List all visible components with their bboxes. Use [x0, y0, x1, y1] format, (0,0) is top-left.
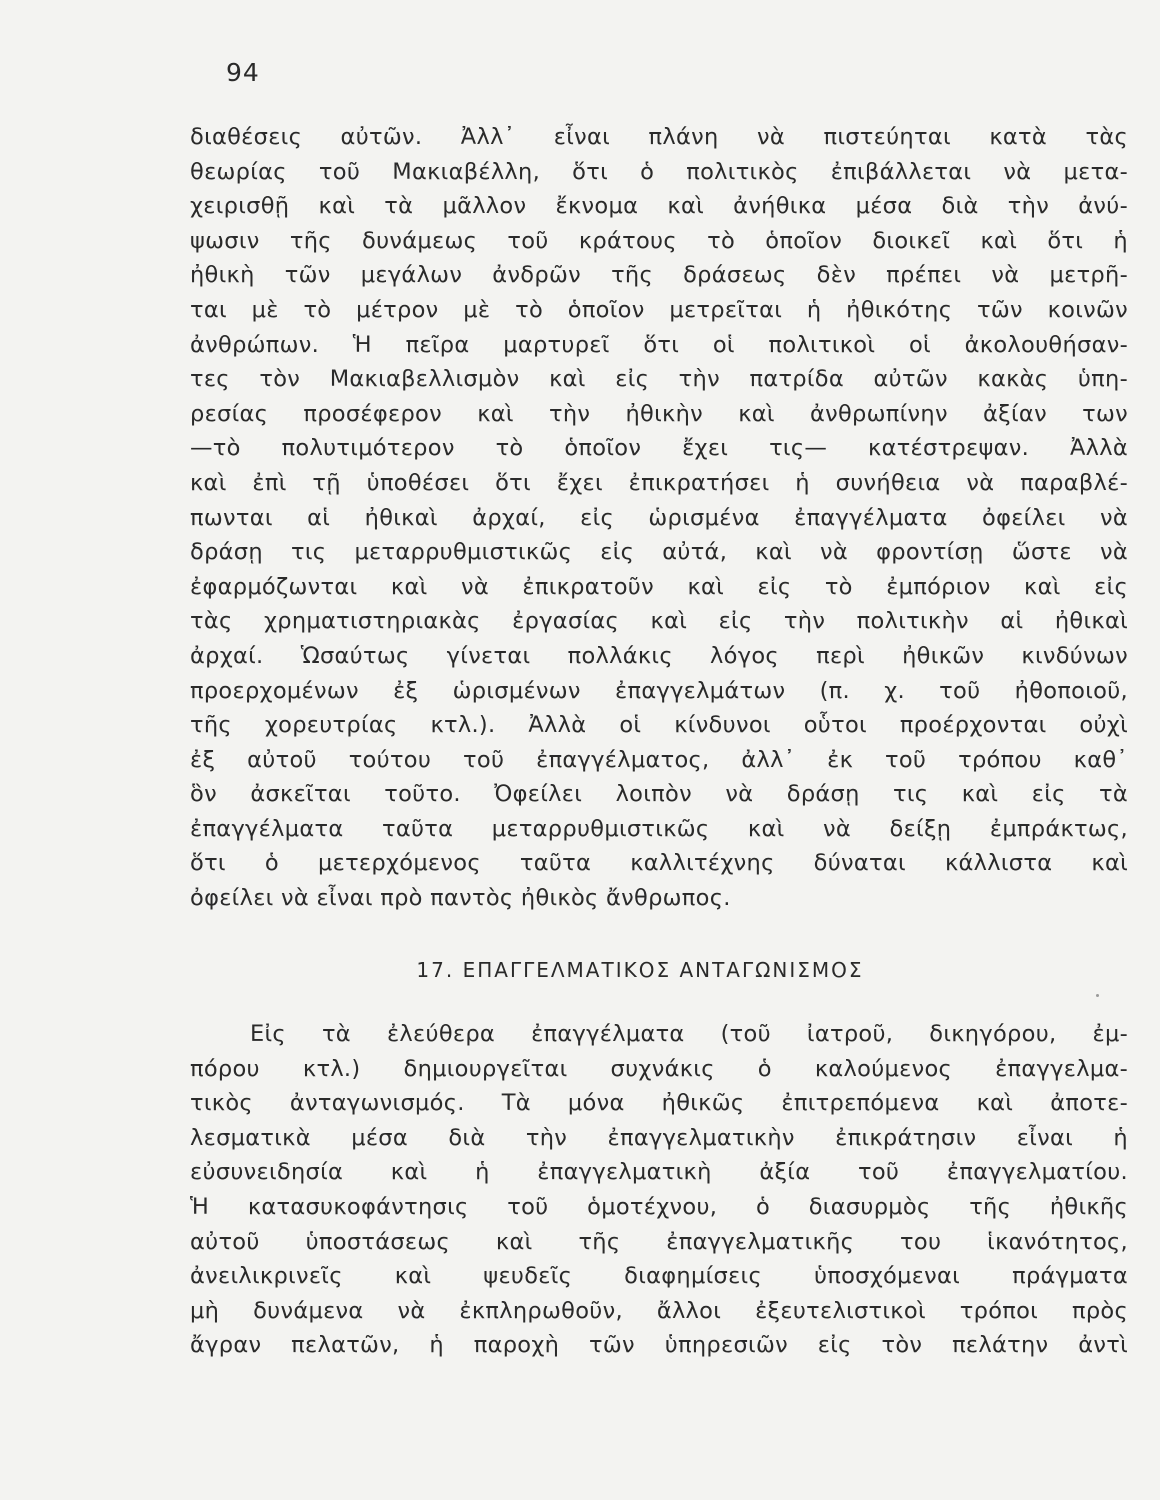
text-line: ὀφείλει νὰ εἶναι πρὸ παντὸς ἠθικὸς ἄνθρωπος. [190, 885, 731, 912]
text-line: ρεσίας προσέφερον καὶ τὴν ἠθικὴν καὶ ἀνθρωπίνην ἀξίαν των [190, 400, 1128, 427]
text-line: ὅτι ὁ μετερχόμενος ταῦτα καλλιτέχνης δύναται κάλλιστα καὶ [190, 850, 1128, 877]
text-line: ἄγραν πελατῶν, ἡ παροχὴ τῶν ὑπηρεσιῶν εἰς τὸν πελάτην ἀντὶ [190, 1332, 1128, 1359]
text-line: τῆς χορευτρίας κτλ.). Ἀλλὰ οἱ κίνδυνοι οὗτοι προέρχονται οὐχὶ [190, 712, 1128, 739]
section-heading: 17. ΕΠΑΓΓΕΛΜΑΤΙΚΟΣ ΑΝΤΑΓΩΝΙΣΜΟΣ [416, 958, 864, 982]
text-line: ὃν ἀσκεῖται τοῦτο. Ὀφείλει λοιπὸν νὰ δράσῃ τις καὶ εἰς τὰ [190, 781, 1128, 808]
text-line: πόρου κτλ.) δημιουργεῖται συχνάκις ὁ καλούμενος ἐπαγγελμα- [190, 1055, 1128, 1082]
text-line: ἐπαγγέλματα ταῦτα μεταρρυθμιστικῶς καὶ νὰ δείξῃ ἐμπράκτως, [190, 815, 1128, 842]
text-line: διαθέσεις αὐτῶν. Ἀλλ᾿ εἶναι πλάνη νὰ πιστεύηται κατὰ τὰς [190, 124, 1128, 150]
text-line: ἀνθρώπων. Ἡ πεῖρα μαρτυρεῖ ὅτι οἱ πολιτικοὶ οἱ ἀκολουθήσαν- [190, 331, 1128, 358]
text-line: ἐξ αὐτοῦ τούτου τοῦ ἐπαγγέλματος, ἀλλ᾿ ἐκ τοῦ τρόπου καθ᾿ [190, 746, 1128, 773]
page-number: 94 [226, 58, 260, 87]
text-line: τικὸς ἀνταγωνισμός. Τὰ μόνα ἠθικῶς ἐπιτρεπόμενα καὶ ἀποτε- [190, 1090, 1128, 1117]
text-line: ψωσιν τῆς δυνάμεως τοῦ κράτους τὸ ὁποῖον διοικεῖ καὶ ὅτι ἡ [190, 227, 1128, 254]
text-line: τες τὸν Μακιαβελλισμὸν καὶ εἰς τὴν πατρίδα αὐτῶν κακὰς ὑπη- [190, 366, 1128, 393]
text-line: χειρισθῇ καὶ τὰ μᾶλλον ἔκνομα καὶ ἀνήθικα μέσα διὰ τὴν ἀνύ- [190, 193, 1128, 220]
text-line: —τὸ πολυτιμότερον τὸ ὁποῖον ἔχει τις— κατέστρεψαν. Ἀλλὰ [190, 435, 1128, 462]
text-line: αὐτοῦ ὑποστάσεως καὶ τῆς ἐπαγγελματικῆς του ἱκανότητος, [190, 1228, 1128, 1255]
text-line: καὶ ἐπὶ τῇ ὑποθέσει ὅτι ἔχει ἐπικρατήσει ἡ συνήθεια νὰ παραβλέ- [190, 469, 1128, 496]
text-line: εὐσυνειδησία καὶ ἡ ἐπαγγελματικὴ ἀξία τοῦ ἐπαγγελματίου. [190, 1159, 1128, 1186]
print-speck [1096, 994, 1099, 997]
paragraph-1 [190, 120, 1128, 916]
text-line: ἐφαρμόζωνται καὶ νὰ ἐπικρατοῦν καὶ εἰς τὸ ἐμπόριον καὶ εἰς [190, 573, 1128, 600]
text-line: μὴ δυνάμενα νὰ ἐκπληρωθοῦν, ἄλλοι ἐξευτελιστικοὶ τρόποι πρὸς [190, 1297, 1128, 1324]
text-line: ἀνειλικρινεῖς καὶ ψευδεῖς διαφημίσεις ὑποσχόμεναι πράγματα [190, 1263, 1128, 1290]
paragraph-2 [190, 1017, 1128, 1363]
text-line: ἠθικὴ τῶν μεγάλων ἀνδρῶν τῆς δράσεως δὲν πρέπει νὰ μετρῆ- [190, 262, 1128, 289]
text-line: δράσῃ τις μεταρρυθμιστικῶς εἰς αὐτά, καὶ νὰ φροντίσῃ ὥστε νὰ [190, 539, 1128, 566]
text-line: ται μὲ τὸ μέτρον μὲ τὸ ὁποῖον μετρεῖται ἡ ἠθικότης τῶν κοινῶν [190, 296, 1128, 323]
text-line: ἀρχαί. Ὡσαύτως γίνεται πολλάκις λόγος περὶ ἠθικῶν κινδύνων [190, 642, 1128, 669]
text-line: θεωρίας τοῦ Μακιαβέλλη, ὅτι ὁ πολιτικὸς ἐπιβάλλεται νὰ μετα- [190, 158, 1128, 185]
text-line: Εἰς τὰ ἐλεύθερα ἐπαγγέλματα (τοῦ ἰατροῦ, δικηγόρου, ἐμ- [250, 1021, 1128, 1047]
text-line: πωνται αἱ ἠθικαὶ ἀρχαί, εἰς ὡρισμένα ἐπαγγέλματα ὀφείλει νὰ [190, 504, 1128, 531]
text-line: τὰς χρηματιστηριακὰς ἐργασίας καὶ εἰς τὴν πολιτικὴν αἱ ἠθικαὶ [190, 608, 1128, 635]
text-line: Ἡ κατασυκοφάντησις τοῦ ὁμοτέχνου, ὁ διασυρμὸς τῆς ἠθικῆς [190, 1193, 1128, 1220]
text-line: προερχομένων ἐξ ὡρισμένων ἐπαγγελμάτων (π. χ. τοῦ ἠθοποιοῦ, [190, 677, 1128, 704]
text-line: λεσματικὰ μέσα διὰ τὴν ἐπαγγελματικὴν ἐπικράτησιν εἶναι ἡ [190, 1124, 1128, 1151]
